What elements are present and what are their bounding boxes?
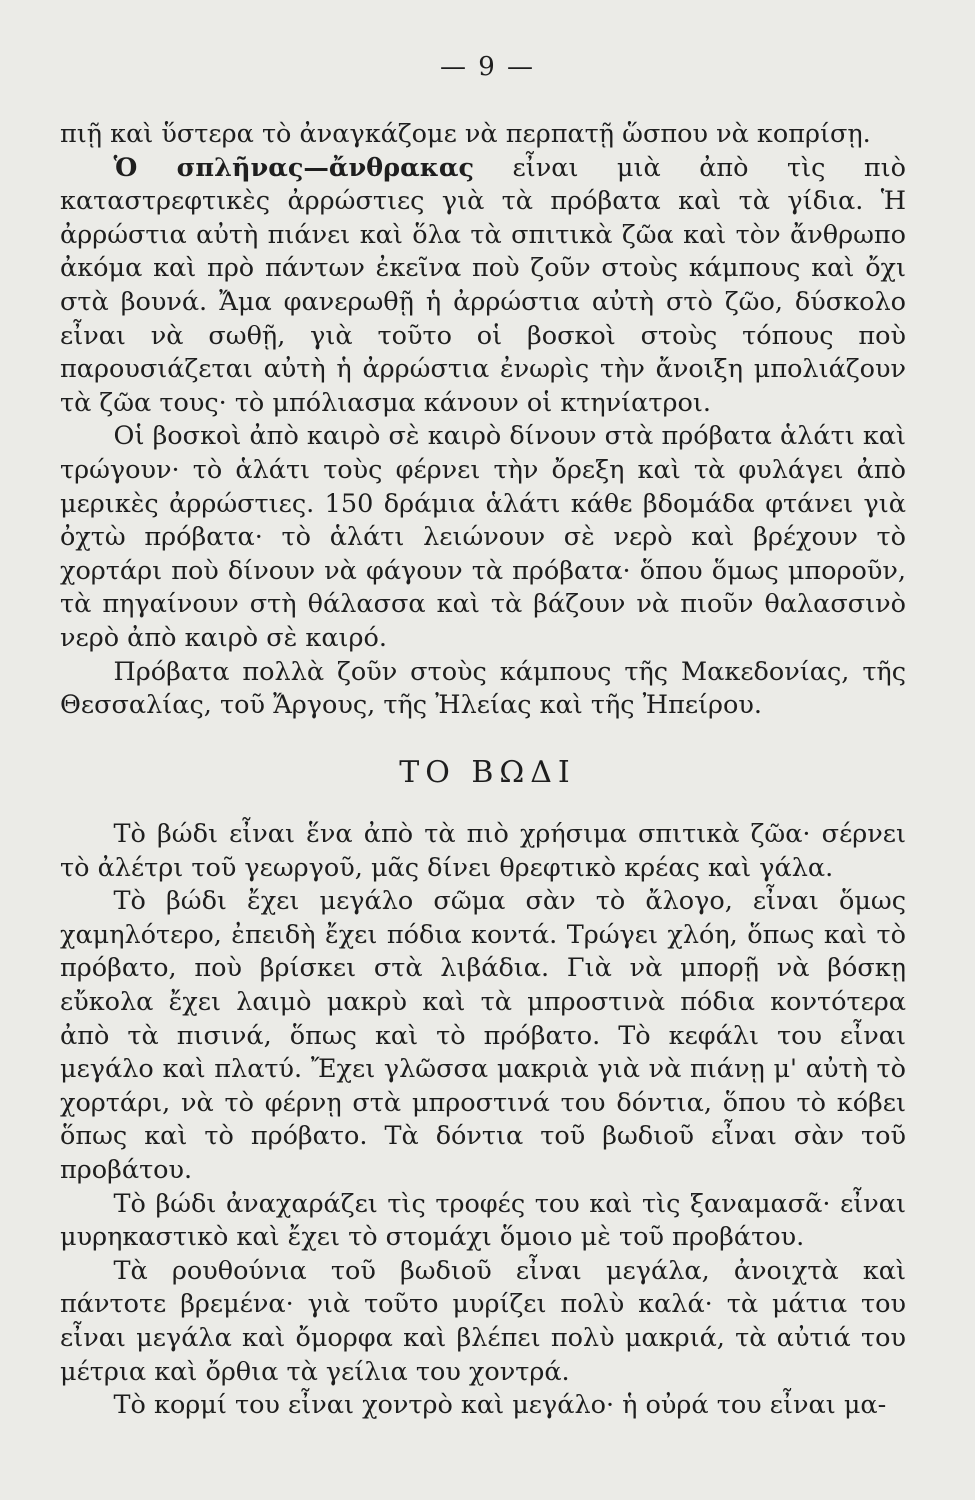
section-sheep-continued [60, 118, 906, 723]
paragraph-opening: πιῇ καὶ ὕστερα τὸ ἀναγκάζομε νὰ περπατῇ ὥσπου νὰ κοπρίσῃ. [60, 119, 871, 149]
paragraph-ox-torso: Τὸ κορμί του εἶναι χοντρὸ καὶ μεγάλο· ἡ οὐρά του εἶναι μα- [113, 1390, 887, 1421]
paragraph-salt: Οἱ βοσκοὶ ἀπὸ καιρὸ σὲ καιρὸ δίνουν στὰ πρόβατα ἁλάτι καὶ τρώγουν· τὸ ἁλάτι τοὺς φέρνει τὴν ὄρεξη καὶ τὰ φυλάγει ἀπὸ μερικὲς ἀρρώστιες. 150 δράμια ἁλάτι κάθε βδομάδα φτάνει γιὰ ὀχτὼ πρόβατα· τὸ ἁλάτι λειώνουν σὲ νερὸ καὶ βρέχουν τὸ χορτάρι ποὺ δίνουν νὰ φάγουν τὰ πρόβατα· ὅπου ὅμως μποροῦν, τὰ πηγαίνουν στὴ θάλασσα καὶ τὰ βάζουν νὰ πιοῦν θαλασσινὸ νερὸ ἀπὸ καιρὸ σὲ καιρό. [60, 421, 906, 653]
paragraph-ox-senses: Τὰ ρουθούνια τοῦ βωδιοῦ εἶναι μεγάλα, ἀνοιχτὰ καὶ πάντοτε βρεμένα· γιὰ τοῦτο μυρίζει πολὺ καλά· τὰ μάτια του εἶναι μεγάλα καὶ ὄμορφα καὶ βλέπει πολὺ μακριά, τὰ αὐτιά του μέτρια καὶ ὄρθια τὰ γείλια του χοντρά. [60, 1255, 906, 1387]
paragraph-ox-body: Τὸ βώδι ἔχει μεγάλο σῶμα σὰν τὸ ἄλογο, εἶναι ὅμως χαμηλότερο, ἐπειδὴ ἔχει πόδια κοντά. Τρώγει χλόη, ὅπως καὶ τὸ πρόβατο, ποὺ βρίσκει στὰ λιβάδια. Γιὰ νὰ μπορῇ νὰ βόσκῃ εὔκολα ἔχει λαιμὸ μακρὺ καὶ τὰ μπροστινὰ πόδια κοντότερα ἀπὸ τὰ πισινά, ὅπως καὶ τὸ πρόβατο. Τὸ κεφάλι του εἶναι μεγάλο καὶ πλατύ. Ἔχει γλῶσσα μακριὰ γιὰ νὰ πιάνῃ μ' αὐτὴ τὸ χορτάρι, νὰ τὸ φέρνῃ στὰ μπροστινά του δόντια, ὅπου τὸ κόβει ὅπως καὶ τὸ πρόβατο. Τὰ δόντια τοῦ βωδιοῦ εἶναι σὰν τοῦ προβάτου. [60, 886, 906, 1185]
anthrax-text: εἶναι μιὰ ἀπὸ τὶς πιὸ καταστρεφτικὲς ἀρρώστιες γιὰ τὰ πρόβατα καὶ τὰ γίδια. Ἡ ἀρρώστια αὐτὴ πιάνει καὶ ὅλα τὰ σπιτικὰ ζῶα καὶ τὸν ἄνθρωπο ἀκόμα καὶ πρὸ πάντων ἐκεῖνα ποὺ ζοῦν στοὺς κάμπους καὶ ὄχι στὰ βουνά. Ἄμα φανερωθῇ ἡ ἀρρώστια αὐτὴ στὸ ζῶο, δύσκολο εἶναι νὰ σωθῇ, γιὰ τοῦτο οἱ βοσκοὶ στοὺς τόπους ποὺ παρουσιάζεται αὐτὴ ἡ ἀρρώστια ἐνωρὶς τὴν ἄνοιξη μπολιάζουν τὰ ζῶα τους· τὸ μπόλιασμα κάνουν οἱ κτηνίατροι. [60, 152, 906, 418]
section-heading-ox: ΤΟ ΒΩΔΙ [399, 755, 576, 790]
section-ox [60, 818, 906, 1423]
paragraph-anthrax [60, 152, 906, 421]
anthrax-term: Ὁ σπλῆνας—ἄνθρακας [113, 152, 475, 183]
paragraph-ox-intro: Τὸ βώδι εἶναι ἕνα ἀπὸ τὰ πιὸ χρήσιμα σπιτικὰ ζῶα· σέρνει τὸ ἀλέτρι τοῦ γεωργοῦ, μᾶς δίνει θρεφτικὸ κρέας καὶ γάλα. [60, 819, 906, 883]
paragraph-ox-rumination: Τὸ βώδι ἀναχαράζει τὶς τροφές του καὶ τὶς ξαναμασᾶ· εἶναι μυρηκαστικὸ καὶ ἔχει τὸ στομάχι ὅμοιο μὲ τοῦ προβάτου. [60, 1188, 906, 1253]
page-number: — 9 — [439, 52, 536, 82]
paragraph-regions: Πρόβατα πολλὰ ζοῦν στοὺς κάμπους τῆς Μακεδονίας, τῆς Θεσσαλίας, τοῦ Ἄργους, τῆς Ἠλείας καὶ τῆς Ἠπείρου. [60, 656, 906, 721]
